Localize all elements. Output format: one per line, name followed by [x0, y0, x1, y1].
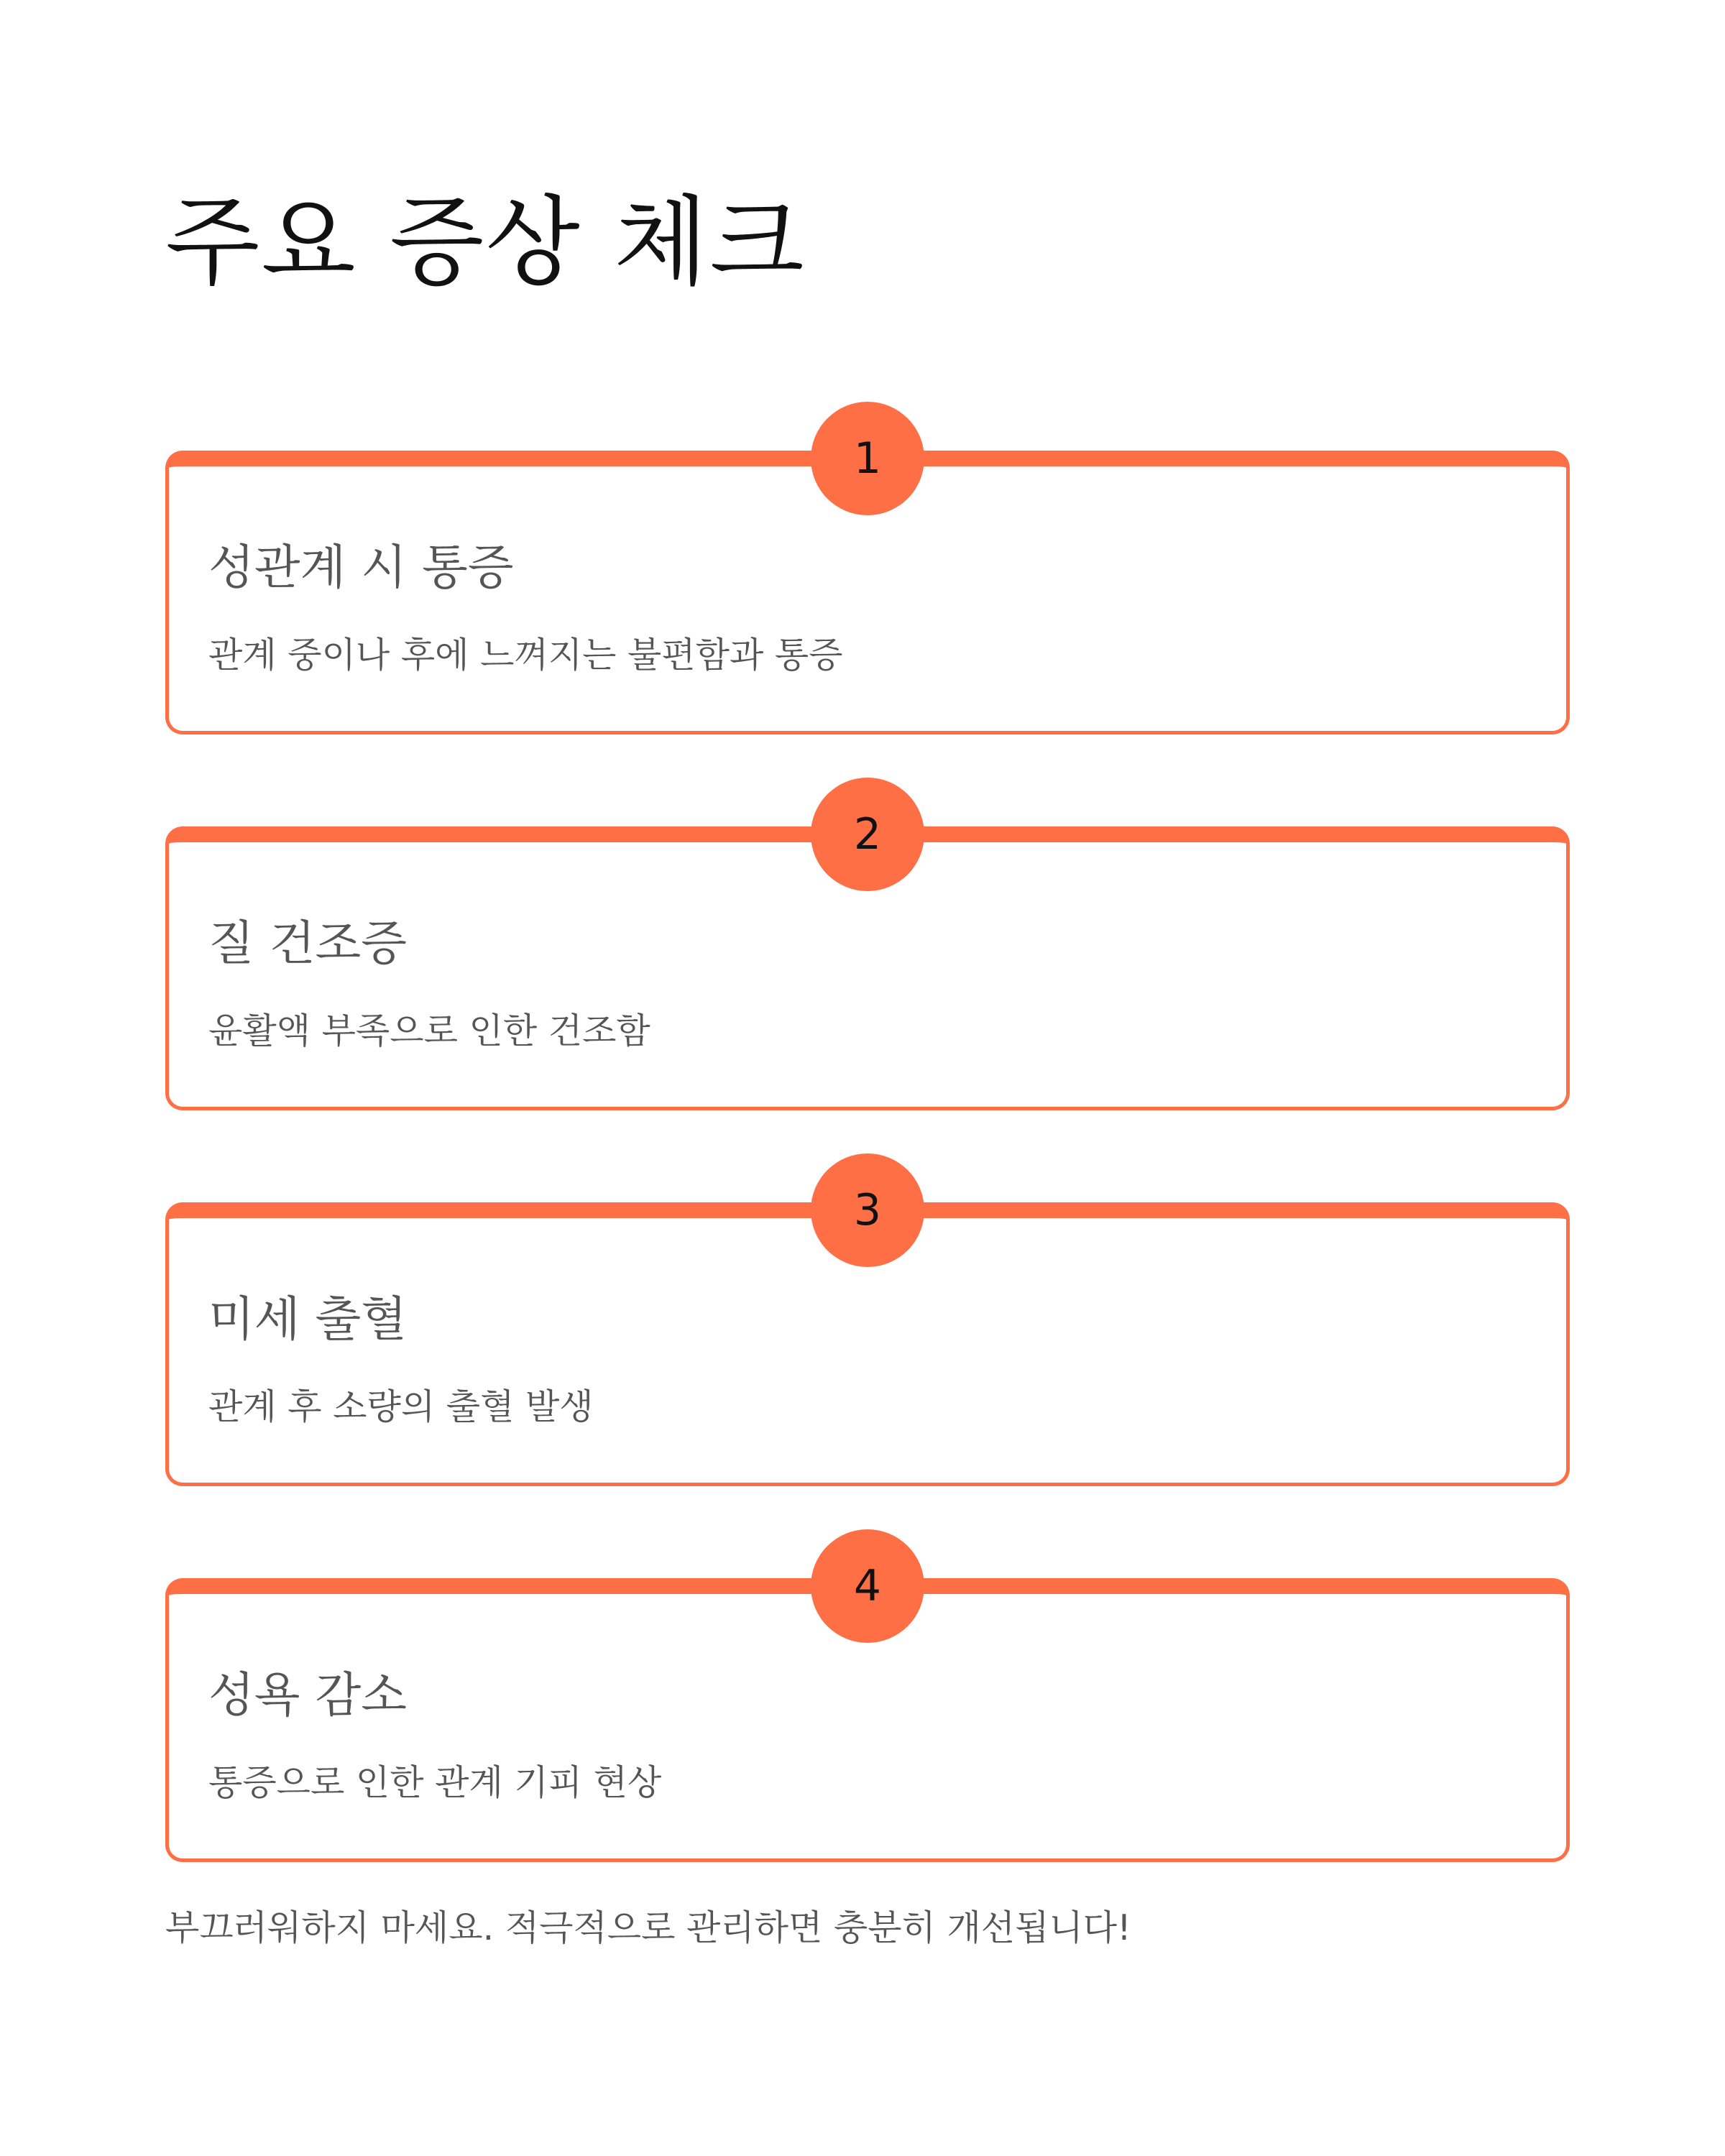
symptom-card-3: [165, 1185, 1570, 1486]
page-title: 주요 증상 체크: [165, 186, 806, 300]
symptom-card-4: [165, 1561, 1570, 1862]
number-badge: 1: [811, 402, 924, 515]
symptom-title: 미세 출혈: [208, 1291, 408, 1347]
number-badge: 4: [811, 1529, 924, 1643]
footer-note: 부끄러워하지 마세요. 적극적으로 관리하면 충분히 개선됩니다!: [165, 1907, 1131, 1948]
symptom-title: 질 건조증: [208, 916, 408, 971]
symptom-title: 성욕 감소: [208, 1667, 408, 1723]
symptom-description: 관계 후 소량의 출혈 발생: [208, 1386, 594, 1427]
symptom-title: 성관계 시 통증: [208, 540, 514, 595]
number-badge: 3: [811, 1153, 924, 1267]
symptom-description: 관계 중이나 후에 느껴지는 불편함과 통증: [208, 635, 843, 676]
symptom-card-1: [165, 433, 1570, 734]
number-badge: 2: [811, 778, 924, 891]
symptom-card-2: [165, 809, 1570, 1110]
symptom-description: 윤활액 부족으로 인한 건조함: [208, 1010, 650, 1051]
symptom-description: 통증으로 인한 관계 기피 현상: [208, 1762, 662, 1803]
